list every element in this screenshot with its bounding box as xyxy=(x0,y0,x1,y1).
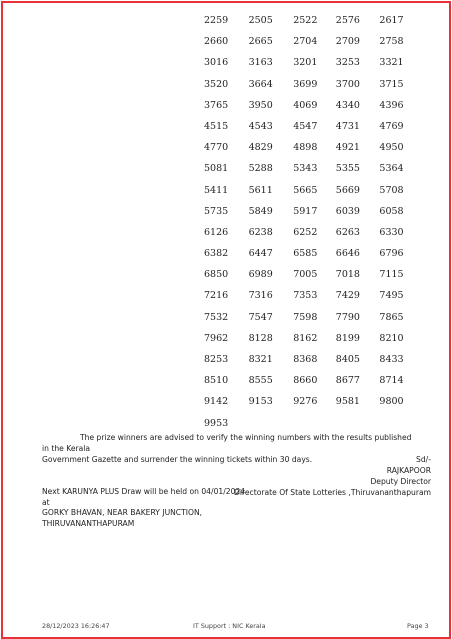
winning-number: 2665 xyxy=(248,36,273,48)
winning-number: 4543 xyxy=(248,120,273,132)
winning-number: 8128 xyxy=(248,332,273,344)
winning-number: 2704 xyxy=(293,36,318,48)
signature-sd: Sd/- xyxy=(416,455,431,464)
winning-number: 3253 xyxy=(335,57,360,69)
winning-number: 2617 xyxy=(379,15,404,26)
winning-number: 6447 xyxy=(248,248,273,260)
winning-number: 4829 xyxy=(248,142,273,154)
winning-number: 7018 xyxy=(335,269,360,281)
number-row xyxy=(204,312,424,333)
signatory-name: RAJKAPOOR xyxy=(386,466,431,475)
winning-number: 8433 xyxy=(379,354,404,365)
number-row xyxy=(204,206,424,227)
number-row xyxy=(204,248,424,269)
winning-number: 8368 xyxy=(293,354,318,365)
winning-number: 4770 xyxy=(204,142,229,154)
winning-number: 8321 xyxy=(248,354,273,365)
number-row xyxy=(204,396,424,417)
next-draw-line-1: Next KARUNYA PLUS Draw will be held on 04/01/2024 at xyxy=(42,487,246,507)
footer-timestamp: 28/12/2023 16:26:47 xyxy=(42,622,110,630)
number-row xyxy=(204,36,424,57)
number-row xyxy=(204,185,424,206)
advisory-note xyxy=(42,432,414,465)
winning-number: 6039 xyxy=(335,205,360,217)
winning-number: 6252 xyxy=(293,226,318,238)
winning-number: 2660 xyxy=(204,36,229,48)
winning-numbers-table xyxy=(204,15,424,439)
winning-number: 4547 xyxy=(293,120,318,132)
footer-page-number: Page 3 xyxy=(407,622,429,630)
winning-number: 3520 xyxy=(204,78,229,90)
winning-number: 3765 xyxy=(204,99,229,111)
number-row xyxy=(204,100,424,121)
winning-number: 2758 xyxy=(379,36,404,48)
number-row xyxy=(204,79,424,100)
winning-number: 6989 xyxy=(248,269,273,281)
winning-number: 7790 xyxy=(335,311,360,323)
winning-number: 7429 xyxy=(335,290,360,302)
signatory-office: Directorate Of State Lotteries ,Thiruvananthapuram xyxy=(233,488,431,497)
winning-number: 5364 xyxy=(379,163,404,175)
winning-number: 7865 xyxy=(379,311,404,323)
winning-number: 8510 xyxy=(204,375,229,387)
number-row xyxy=(204,375,424,396)
footer-support: IT Support : NIC Kerala xyxy=(193,622,266,630)
winning-number: 5849 xyxy=(248,205,273,217)
winning-number: 4396 xyxy=(379,99,404,111)
winning-number: 6585 xyxy=(293,248,318,260)
winning-number: 5669 xyxy=(335,184,360,196)
winning-number: 5917 xyxy=(293,205,318,217)
winning-number: 8199 xyxy=(335,332,360,344)
winning-number: 9800 xyxy=(379,396,404,408)
winning-number: 2259 xyxy=(204,15,229,26)
winning-number: 5288 xyxy=(248,163,273,175)
winning-number: 5611 xyxy=(248,184,273,196)
winning-number: 3201 xyxy=(293,57,318,69)
winning-number: 7598 xyxy=(293,311,318,323)
winning-number: 4340 xyxy=(335,99,360,111)
next-draw-line-3: THIRUVANANTHAPURAM xyxy=(42,518,135,528)
number-row xyxy=(204,333,424,354)
winning-number: 4731 xyxy=(335,120,360,132)
number-row xyxy=(204,269,424,290)
number-row xyxy=(204,142,424,163)
winning-number: 7216 xyxy=(204,290,229,302)
winning-number: 4921 xyxy=(335,142,360,154)
winning-number: 7353 xyxy=(293,290,318,302)
winning-number: 9581 xyxy=(335,396,360,408)
winning-number: 7495 xyxy=(379,290,404,302)
winning-number: 5355 xyxy=(335,163,360,175)
winning-number: 9153 xyxy=(248,396,273,408)
number-row xyxy=(204,121,424,142)
winning-number: 3016 xyxy=(204,57,229,69)
number-row xyxy=(204,290,424,311)
winning-number: 2522 xyxy=(293,15,318,26)
winning-number: 4069 xyxy=(293,99,318,111)
next-draw-info xyxy=(42,487,252,529)
winning-number: 7962 xyxy=(204,332,229,344)
winning-number: 5081 xyxy=(204,163,229,175)
winning-number: 6850 xyxy=(204,269,229,281)
winning-number: 7532 xyxy=(204,311,229,323)
winning-number: 2576 xyxy=(335,15,360,26)
winning-number: 8405 xyxy=(335,354,360,365)
number-row xyxy=(204,227,424,248)
winning-number: 7547 xyxy=(248,311,273,323)
advisory-line-1: The prize winners are advised to verify the winning numbers with the results published in the Kerala xyxy=(42,433,412,453)
winning-number: 7316 xyxy=(248,290,273,302)
winning-number: 9276 xyxy=(293,396,318,408)
winning-number: 5343 xyxy=(293,163,318,175)
number-row xyxy=(204,57,424,78)
winning-number: 7115 xyxy=(379,269,404,281)
winning-number: 3163 xyxy=(248,57,273,69)
winning-number: 8714 xyxy=(379,375,404,387)
winning-number: 5735 xyxy=(204,205,229,217)
winning-number: 3321 xyxy=(379,57,404,69)
winning-number: 2709 xyxy=(335,36,360,48)
next-draw-line-2: GORKY BHAVAN, NEAR BAKERY JUNCTION, xyxy=(42,508,203,517)
winning-number: 6382 xyxy=(204,248,229,260)
winning-number: 6058 xyxy=(379,205,404,217)
winning-number: 8660 xyxy=(293,375,318,387)
winning-number: 8210 xyxy=(379,332,404,344)
winning-number: 9953 xyxy=(204,417,229,429)
winning-number: 4950 xyxy=(379,142,404,154)
winning-number: 6646 xyxy=(335,248,360,260)
winning-number: 6263 xyxy=(335,226,360,238)
winning-number: 3950 xyxy=(248,99,273,111)
number-row xyxy=(204,354,424,375)
winning-number: 5665 xyxy=(293,184,318,196)
signatory-title: Deputy Director xyxy=(370,477,431,486)
winning-number: 3699 xyxy=(293,78,318,90)
advisory-line-2: Government Gazette and surrender the winning tickets within 30 days. xyxy=(42,455,313,464)
winning-number: 6238 xyxy=(248,226,273,238)
winning-number: 7005 xyxy=(293,269,318,281)
winning-number: 3664 xyxy=(248,78,273,90)
winning-number: 9142 xyxy=(204,396,229,408)
winning-number: 6126 xyxy=(204,226,229,238)
winning-number: 5708 xyxy=(379,184,404,196)
number-row xyxy=(204,15,424,36)
winning-number: 6796 xyxy=(379,248,404,260)
winning-number: 3715 xyxy=(379,78,404,90)
winning-number: 4515 xyxy=(204,120,229,132)
winning-number: 4898 xyxy=(293,142,318,154)
winning-number: 8677 xyxy=(335,375,360,387)
winning-number: 5411 xyxy=(204,184,229,196)
winning-number: 8162 xyxy=(293,332,318,344)
winning-number: 3700 xyxy=(335,78,360,90)
number-row xyxy=(204,163,424,184)
winning-number: 8253 xyxy=(204,354,229,365)
winning-number: 6330 xyxy=(379,226,404,238)
winning-number: 2505 xyxy=(248,15,273,26)
winning-number: 8555 xyxy=(248,375,273,387)
winning-number: 4769 xyxy=(379,120,404,132)
